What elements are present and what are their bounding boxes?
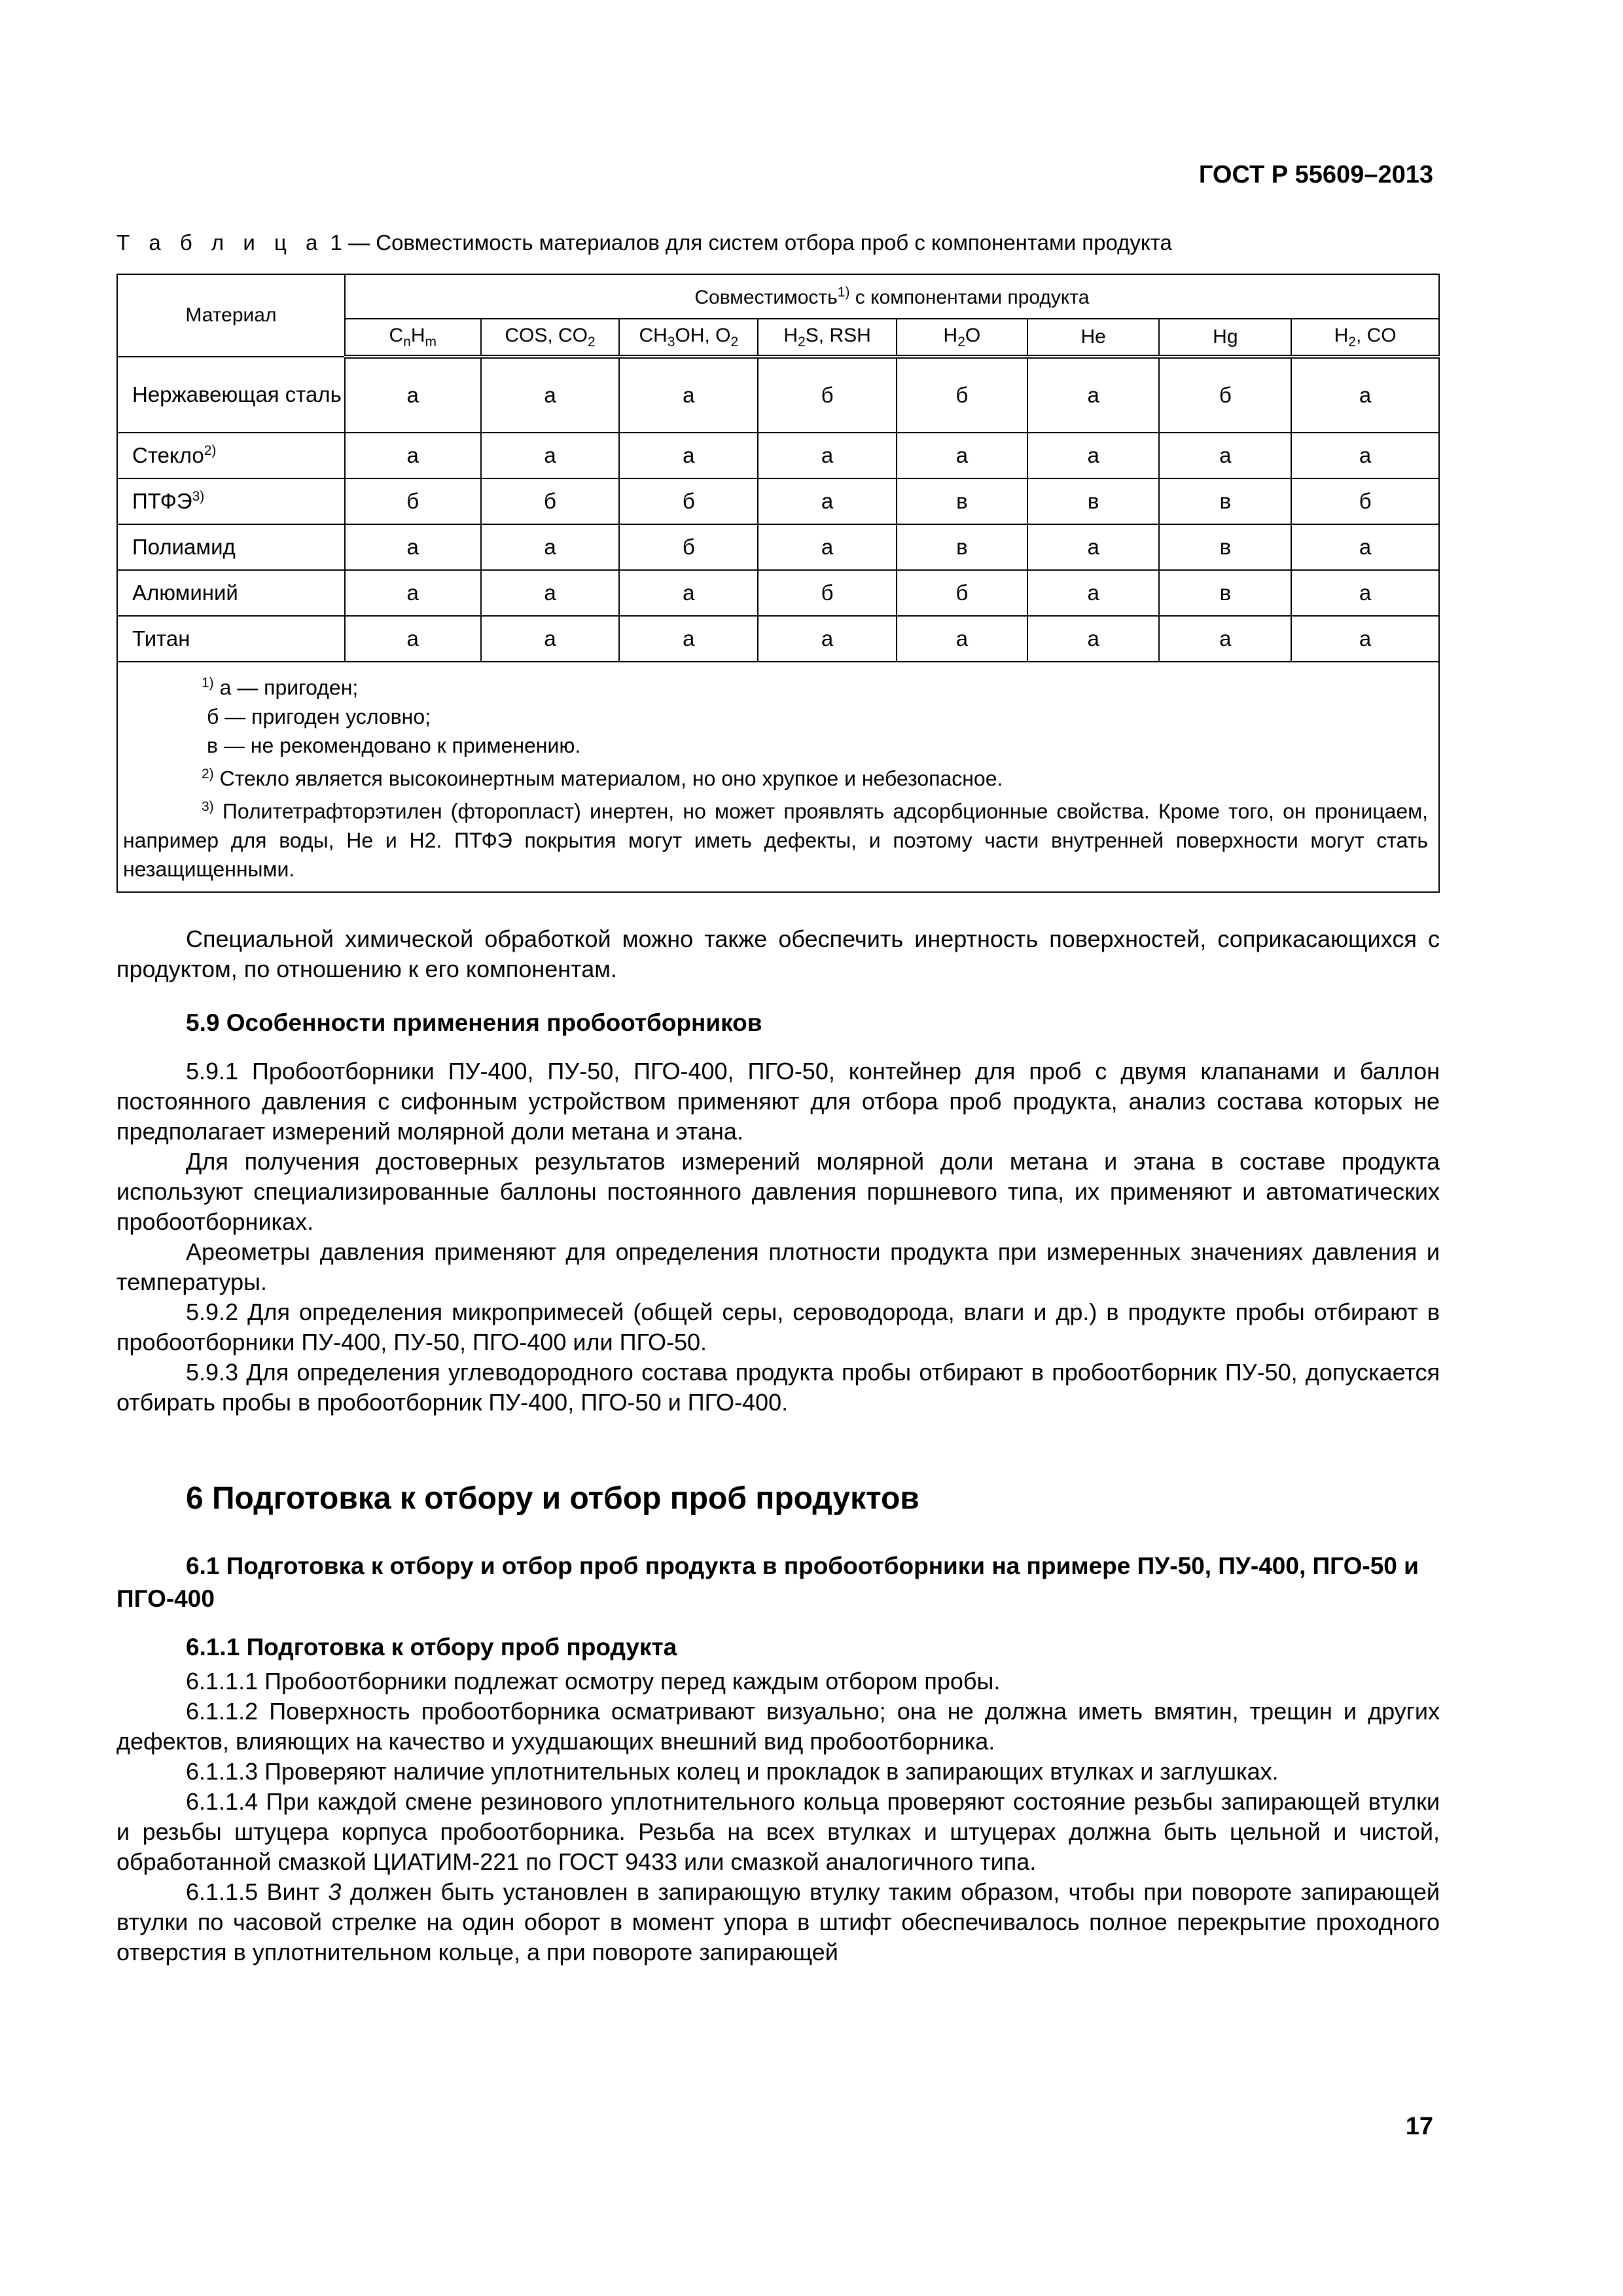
- table-row: [117, 433, 1439, 478]
- compat-cell: а: [1291, 570, 1439, 616]
- compat-cell: в: [1159, 570, 1291, 616]
- paragraph-6-1-1-1: 6.1.1.1 Пробоотборники подлежат осмотру перед каждым отбором пробы.: [186, 1668, 1001, 1695]
- table-row: [117, 524, 1439, 570]
- paragraph-6-1-1-4: 6.1.1.4 При каждой смене резинового уплотнительного кольца проверяют состояние резьбы запирающей втулки и резьбы штуцера корпуса пробоотборника. Резьба на всех втулках и штуцерах должна быть цельной и чистой, обработанной смазкой ЦИАТИМ-221 по ГОСТ 9433 или смазкой аналогичного типа.: [116, 1788, 1440, 1875]
- paragraph-5-9-1b: Для получения достоверных результатов измерений молярной доли метана и этана в составе продукта используют специализированные баллоны постоянного давления поршневого типа, их применяют и автоматических пробоотборниках.: [116, 1148, 1440, 1235]
- note-1c: в — не рекомендовано к применению.: [207, 733, 581, 757]
- column-header-ch3oh-o2: $CH_3OH$, $O_2$: [619, 319, 758, 357]
- compat-cell: а: [481, 616, 620, 662]
- column-header-cnhm: $C_nH_m$: [345, 319, 481, 357]
- compatibility-table: [116, 274, 1440, 893]
- compat-cell: а: [619, 616, 758, 662]
- paragraph-6-1-1-5: 6.1.1.5 Винт 3 должен быть установлен в запирающую втулку таким образом, чтобы при повороте запирающей втулки по часовой стрелке на один оборот в момент упора в штифт обеспечивалось полное перекрытие проходного отверстия в уплотнительном кольце, а при повороте запирающей: [116, 1878, 1440, 1965]
- column-header-h2-co: $H_2$, CO: [1291, 319, 1439, 357]
- material-cell: ПТФЭ$^{3)}$: [117, 478, 345, 524]
- compat-cell: а: [1291, 524, 1439, 570]
- compat-cell: в: [1159, 524, 1291, 570]
- compat-cell: а: [758, 433, 897, 478]
- compat-cell: б: [619, 524, 758, 570]
- column-header-material: Материал: [117, 274, 345, 357]
- compat-cell: в: [897, 524, 1027, 570]
- material-cell: Стекло$^{2)}$: [117, 433, 345, 478]
- table-row: [117, 357, 1439, 433]
- compat-cell: а: [758, 616, 897, 662]
- heading-6: 6 Подготовка к отбору и отбор проб продуктов: [186, 1481, 919, 1516]
- table-caption-text: 1 — Совместимость материалов для систем отбора проб с компонентами продукта: [324, 230, 1172, 255]
- column-header-h2s-rsh: $H_2S$, RSH: [758, 319, 897, 357]
- paragraph-5-9-3: 5.9.3 Для определения углеводородного состава продукта пробы отбирают в пробоотборник ПУ-50, допускается отбирать пробы в пробоотборник ПУ-400, ПГО-50 и ПГО-400.: [116, 1359, 1440, 1416]
- compat-cell: а: [619, 357, 758, 433]
- paragraph-5-9-1c: Ареометры давления применяют для определения плотности продукта при измеренных значениях давления и температуры.: [116, 1238, 1440, 1295]
- note-1b: б — пригоден условно;: [207, 704, 431, 728]
- compat-cell: б: [619, 478, 758, 524]
- compat-cell: а: [758, 524, 897, 570]
- paragraph-intro: Специальной химической обработкой можно также обеспечить инертность поверхностей, соприкасающихся с продуктом, по отношению к его компонентам.: [116, 925, 1440, 982]
- material-cell: Титан: [117, 616, 345, 662]
- compat-cell: а: [1027, 433, 1160, 478]
- compat-cell: в: [897, 478, 1027, 524]
- heading-6-1: 6.1 Подготовка к отбору и отбор проб продукта в пробоотборники на примере ПУ-50, ПУ-400, ПГО-50 и ПГО-400: [116, 1552, 1419, 1612]
- compat-cell: а: [1291, 433, 1439, 478]
- material-cell: Алюминий: [117, 570, 345, 616]
- section-6-1-1-text: [116, 1666, 1440, 1967]
- column-header-compatibility-text: Совместимость: [694, 286, 838, 308]
- heading-6-1-1: 6.1.1 Подготовка к отбору проб продукта: [186, 1634, 677, 1660]
- note-2: $^{2)}$ Стекло является высокоинертным материалом, но оно хрупкое и небезопасное.: [202, 766, 1003, 791]
- table-row: [117, 616, 1439, 662]
- column-header-he: He: [1027, 319, 1160, 357]
- column-header-hg: Hg: [1159, 319, 1291, 357]
- compat-cell: а: [345, 433, 481, 478]
- compat-cell: а: [481, 524, 620, 570]
- document-id: ГОСТ Р 55609–2013: [1198, 161, 1433, 188]
- compat-cell: а: [619, 433, 758, 478]
- note-1a: $^{1)}$ а — пригоден;: [202, 675, 359, 700]
- table-row: [117, 478, 1439, 524]
- note-3: $^{3)}$ Политетрафторэтилен (фторопласт) инертен, но может проявлять адсорбционные свойства. Кроме того, он проницаем, например для воды, Не и Н2. ПТФЭ покрытия могут иметь дефекты, и поэтому части внутренней поверхности могут стать незащищенными.: [123, 799, 1429, 881]
- compat-cell: а: [619, 570, 758, 616]
- table-notes: [117, 662, 1439, 892]
- compat-cell: а: [897, 433, 1027, 478]
- compat-cell: в: [1027, 478, 1160, 524]
- compat-cell: а: [1027, 570, 1160, 616]
- compat-cell: а: [345, 357, 481, 433]
- paragraph-5-9-1: 5.9.1 Пробоотборники ПУ-400, ПУ-50, ПГО-400, ПГО-50, контейнер для проб с двумя клапанами и баллон постоянного давления с сифонным устройством применяют для отбора проб продукта, анализ состава которых не предполагает измерений молярной доли метана и этана.: [116, 1058, 1440, 1145]
- compat-cell: б: [897, 357, 1027, 433]
- paragraph-5-9-2: 5.9.2 Для определения микропримесей (общей серы, сероводорода, влаги и др.) в продукте пробы отбирают в пробоотборники ПУ-400, ПУ-50, ПГО-400 или ПГО-50.: [116, 1299, 1440, 1355]
- table-row: [117, 570, 1439, 616]
- column-header-cos-co2: COS, $CO_2$: [481, 319, 620, 357]
- compat-cell: а: [1159, 433, 1291, 478]
- column-header-compatibility: [345, 274, 1439, 319]
- compat-cell: б: [1159, 357, 1291, 433]
- heading-5-9: 5.9 Особенности применения пробоотборников: [186, 1009, 762, 1036]
- compat-cell: в: [1159, 478, 1291, 524]
- compat-cell: а: [1159, 616, 1291, 662]
- compat-cell: а: [481, 433, 620, 478]
- table-caption-word: Т а б л и ц а: [116, 230, 325, 255]
- paragraph-6-1-1-3: 6.1.1.3 Проверяют наличие уплотнительных колец и прокладок в запирающих втулках и заглушках.: [186, 1758, 1279, 1785]
- compat-cell: а: [758, 478, 897, 524]
- compat-cell: б: [481, 478, 620, 524]
- compat-cell: а: [897, 616, 1027, 662]
- compat-cell: а: [345, 570, 481, 616]
- compat-cell: а: [345, 616, 481, 662]
- compat-cell: а: [1027, 357, 1160, 433]
- compat-cell: а: [481, 357, 620, 433]
- column-header-footnote-mark: 1): [837, 284, 850, 300]
- compat-cell: а: [345, 524, 481, 570]
- compat-cell: а: [1027, 524, 1160, 570]
- table-caption: [116, 230, 1172, 255]
- material-cell: Полиамид: [117, 524, 345, 570]
- material-cell: Нержавеющая сталь: [117, 357, 345, 433]
- compat-cell: б: [758, 570, 897, 616]
- page-number: 17: [1405, 2113, 1433, 2140]
- compat-cell: а: [1291, 616, 1439, 662]
- paragraph-6-1-1-2: 6.1.1.2 Поверхность пробоотборника осматривают визуально; она не должна иметь вмятин, трещин и других дефектов, влияющих на качество и ухудшающих внешний вид пробоотборника.: [116, 1698, 1440, 1755]
- compat-cell: б: [345, 478, 481, 524]
- column-header-compatibility-rest: с компонентами продукта: [849, 286, 1090, 308]
- compat-cell: а: [481, 570, 620, 616]
- compat-cell: б: [897, 570, 1027, 616]
- compat-cell: а: [1291, 357, 1439, 433]
- compat-cell: б: [758, 357, 897, 433]
- compat-cell: б: [1291, 478, 1439, 524]
- section-5-9-text: [116, 1056, 1440, 1418]
- compat-cell: а: [1027, 616, 1160, 662]
- column-header-h2o: $H_2O$: [897, 319, 1027, 357]
